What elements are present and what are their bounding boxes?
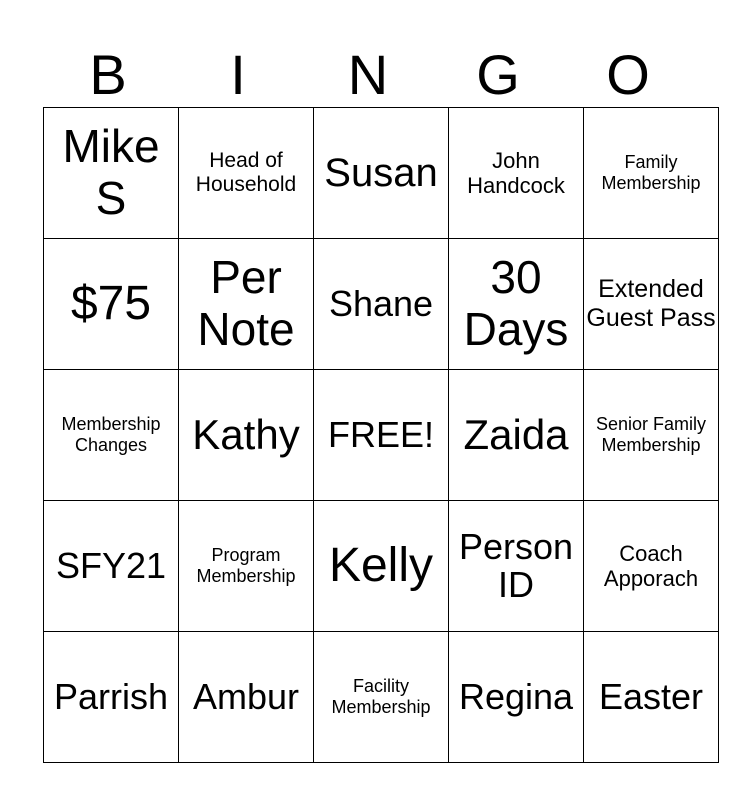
- board-row: [44, 370, 719, 501]
- bingo-cell[interactable]: Shane: [314, 239, 449, 370]
- bingo-cell[interactable]: Susan: [314, 108, 449, 239]
- bingo-board: [43, 107, 719, 763]
- bingo-cell[interactable]: Regina: [449, 632, 584, 763]
- board-row: [44, 632, 719, 763]
- bingo-cell[interactable]: Facility Membership: [314, 632, 449, 763]
- bingo-cell[interactable]: Zaida: [449, 370, 584, 501]
- bingo-cell[interactable]: SFY21: [44, 501, 179, 632]
- bingo-cell[interactable]: John Handcock: [449, 108, 584, 239]
- header-letter-i: I: [230, 43, 246, 106]
- bingo-cell[interactable]: Per Note: [179, 239, 314, 370]
- bingo-cell[interactable]: Family Membership: [584, 108, 719, 239]
- board-row: [44, 239, 719, 370]
- bingo-cell[interactable]: Ambur: [179, 632, 314, 763]
- bingo-cell[interactable]: Mike S: [44, 108, 179, 239]
- bingo-cell[interactable]: Extended Guest Pass: [584, 239, 719, 370]
- bingo-cell[interactable]: $75: [44, 239, 179, 370]
- bingo-cell[interactable]: Person ID: [449, 501, 584, 632]
- header-letter-n: N: [347, 43, 389, 106]
- bingo-cell[interactable]: 30 Days: [449, 239, 584, 370]
- header-letter-b: B: [89, 43, 127, 106]
- bingo-cell[interactable]: Coach Apporach: [584, 501, 719, 632]
- free-space-cell[interactable]: FREE!: [314, 370, 449, 501]
- bingo-cell[interactable]: Kathy: [179, 370, 314, 501]
- bingo-cell[interactable]: Easter: [584, 632, 719, 763]
- bingo-cell[interactable]: Senior Family Membership: [584, 370, 719, 501]
- bingo-cell[interactable]: Kelly: [314, 501, 449, 632]
- bingo-cell[interactable]: Parrish: [44, 632, 179, 763]
- bingo-header: [43, 42, 693, 108]
- bingo-cell[interactable]: Membership Changes: [44, 370, 179, 501]
- bingo-cell[interactable]: Head of Household: [179, 108, 314, 239]
- header-letter-o: O: [606, 43, 650, 106]
- bingo-cell[interactable]: Program Membership: [179, 501, 314, 632]
- board-row: [44, 108, 719, 239]
- board-row: [44, 501, 719, 632]
- header-letter-g: G: [476, 43, 520, 106]
